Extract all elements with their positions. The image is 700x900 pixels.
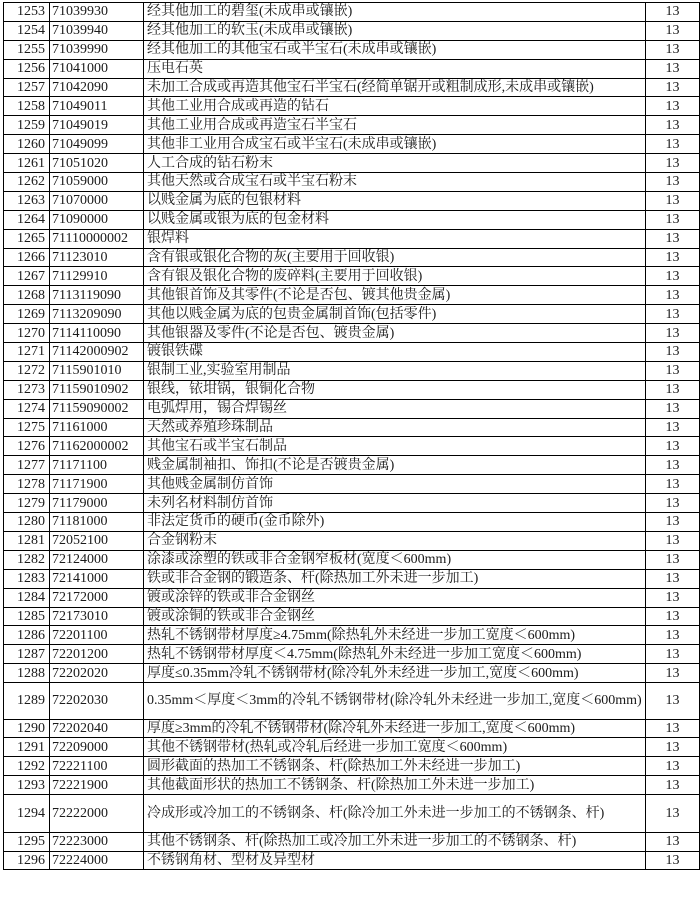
commodity-description: 银制工业,实验室用制品 bbox=[144, 361, 646, 380]
row-number: 1273 bbox=[4, 380, 50, 399]
table-row bbox=[4, 719, 700, 738]
rebate-rate: 13 bbox=[646, 851, 700, 870]
row-number: 1267 bbox=[4, 267, 50, 286]
table-row bbox=[4, 343, 700, 362]
commodity-description: 以贱金属为底的包银材料 bbox=[144, 191, 646, 210]
commodity-description: 厚度≥3mm的冷轧不锈钢带材(除冷轧外未经进一步加工,宽度＜600mm) bbox=[144, 719, 646, 738]
commodity-code: 71171900 bbox=[50, 475, 144, 494]
commodity-description: 未列名材料制仿首饰 bbox=[144, 494, 646, 513]
table-row bbox=[4, 210, 700, 229]
row-number: 1293 bbox=[4, 776, 50, 795]
commodity-code: 71129910 bbox=[50, 267, 144, 286]
table-row bbox=[4, 588, 700, 607]
rebate-rate: 13 bbox=[646, 513, 700, 532]
rebate-rate: 13 bbox=[646, 135, 700, 154]
commodity-code: 71070000 bbox=[50, 191, 144, 210]
table-row bbox=[4, 305, 700, 324]
table-row bbox=[4, 494, 700, 513]
row-number: 1272 bbox=[4, 361, 50, 380]
commodity-code: 71161000 bbox=[50, 418, 144, 437]
commodity-description: 含有银或银化合物的灰(主要用于回收银) bbox=[144, 248, 646, 267]
commodity-code: 72202040 bbox=[50, 719, 144, 738]
commodity-description: 其他银器及零件(不论是否包、镀贵金属) bbox=[144, 324, 646, 343]
commodity-code: 72202030 bbox=[50, 683, 144, 720]
commodity-code: 72221100 bbox=[50, 757, 144, 776]
commodity-code: 71162000002 bbox=[50, 437, 144, 456]
row-number: 1260 bbox=[4, 135, 50, 154]
commodity-description: 其他天然或合成宝石或半宝石粉末 bbox=[144, 173, 646, 192]
table-row bbox=[4, 645, 700, 664]
row-number: 1264 bbox=[4, 210, 50, 229]
commodity-code: 71159010902 bbox=[50, 380, 144, 399]
rebate-rate: 13 bbox=[646, 719, 700, 738]
commodity-description: 非法定货币的硬币(金币除外) bbox=[144, 513, 646, 532]
rebate-rate: 13 bbox=[646, 210, 700, 229]
table-row bbox=[4, 456, 700, 475]
row-number: 1280 bbox=[4, 513, 50, 532]
rebate-rate: 13 bbox=[646, 191, 700, 210]
row-number: 1291 bbox=[4, 738, 50, 757]
table-body bbox=[4, 3, 700, 870]
table-row bbox=[4, 380, 700, 399]
row-number: 1269 bbox=[4, 305, 50, 324]
commodity-description: 镀银铁碟 bbox=[144, 343, 646, 362]
commodity-code: 7114110090 bbox=[50, 324, 144, 343]
commodity-code: 72221900 bbox=[50, 776, 144, 795]
commodity-code: 71039930 bbox=[50, 3, 144, 22]
commodity-code: 71171100 bbox=[50, 456, 144, 475]
row-number: 1295 bbox=[4, 832, 50, 851]
rebate-rate: 13 bbox=[646, 40, 700, 59]
rebate-rate: 13 bbox=[646, 757, 700, 776]
table-row bbox=[4, 399, 700, 418]
rebate-rate: 13 bbox=[646, 456, 700, 475]
row-number: 1276 bbox=[4, 437, 50, 456]
table-row bbox=[4, 569, 700, 588]
rebate-rate: 13 bbox=[646, 59, 700, 78]
commodity-code: 71090000 bbox=[50, 210, 144, 229]
table-row bbox=[4, 21, 700, 40]
commodity-code: 71042090 bbox=[50, 78, 144, 97]
table-row bbox=[4, 664, 700, 683]
commodity-code: 72172000 bbox=[50, 588, 144, 607]
table-row bbox=[4, 78, 700, 97]
commodity-code: 7113209090 bbox=[50, 305, 144, 324]
row-number: 1284 bbox=[4, 588, 50, 607]
commodity-description: 经其他加工的其他宝石或半宝石(未成串或镶嵌) bbox=[144, 40, 646, 59]
table-row bbox=[4, 286, 700, 305]
table-row bbox=[4, 531, 700, 550]
commodity-description: 冷成形或冷加工的不锈钢条、杆(除冷加工外未进一步加工的不锈钢条、杆) bbox=[144, 795, 646, 833]
commodity-description: 铁或非合金钢的锻造条、杆(除热加工外未进一步加工) bbox=[144, 569, 646, 588]
row-number: 1262 bbox=[4, 173, 50, 192]
commodity-code: 72202020 bbox=[50, 664, 144, 683]
table-row bbox=[4, 607, 700, 626]
commodity-code: 72124000 bbox=[50, 550, 144, 569]
table-row bbox=[4, 3, 700, 22]
tariff-table bbox=[3, 2, 700, 870]
commodity-description: 其他不锈钢条、杆(除热加工或冷加工外未进一步加工的不锈钢条、杆) bbox=[144, 832, 646, 851]
table-row bbox=[4, 40, 700, 59]
row-number: 1282 bbox=[4, 550, 50, 569]
commodity-description: 0.35mm＜厚度＜3mm的冷轧不锈钢带材(除冷轧外未经进一步加工,宽度＜600mm) bbox=[144, 683, 646, 720]
table-row bbox=[4, 851, 700, 870]
table-row bbox=[4, 229, 700, 248]
row-number: 1261 bbox=[4, 154, 50, 173]
row-number: 1259 bbox=[4, 116, 50, 135]
commodity-description: 银线，铱坩锅，银铜化合物 bbox=[144, 380, 646, 399]
rebate-rate: 13 bbox=[646, 607, 700, 626]
rebate-rate: 13 bbox=[646, 229, 700, 248]
table-row bbox=[4, 795, 700, 833]
table-row bbox=[4, 683, 700, 720]
commodity-description: 其他以贱金属为底的包贵金属制首饰(包括零件) bbox=[144, 305, 646, 324]
rebate-rate: 13 bbox=[646, 399, 700, 418]
commodity-code: 71049099 bbox=[50, 135, 144, 154]
table-row bbox=[4, 513, 700, 532]
row-number: 1281 bbox=[4, 531, 50, 550]
rebate-rate: 13 bbox=[646, 664, 700, 683]
commodity-code: 71123010 bbox=[50, 248, 144, 267]
commodity-description: 贱金属制袖扣、饰扣(不论是否镀贵金属) bbox=[144, 456, 646, 475]
commodity-code: 72173010 bbox=[50, 607, 144, 626]
commodity-code: 71041000 bbox=[50, 59, 144, 78]
commodity-description: 人工合成的钻石粉末 bbox=[144, 154, 646, 173]
commodity-description: 镀或涂铜的铁或非合金钢丝 bbox=[144, 607, 646, 626]
row-number: 1285 bbox=[4, 607, 50, 626]
row-number: 1279 bbox=[4, 494, 50, 513]
commodity-code: 71159090002 bbox=[50, 399, 144, 418]
rebate-rate: 13 bbox=[646, 531, 700, 550]
commodity-code: 71179000 bbox=[50, 494, 144, 513]
row-number: 1254 bbox=[4, 21, 50, 40]
rebate-rate: 13 bbox=[646, 380, 700, 399]
commodity-code: 72201200 bbox=[50, 645, 144, 664]
rebate-rate: 13 bbox=[646, 324, 700, 343]
commodity-description: 天然或养殖珍珠制品 bbox=[144, 418, 646, 437]
row-number: 1288 bbox=[4, 664, 50, 683]
table-row bbox=[4, 191, 700, 210]
commodity-code: 72141000 bbox=[50, 569, 144, 588]
rebate-rate: 13 bbox=[646, 286, 700, 305]
rebate-rate: 13 bbox=[646, 343, 700, 362]
rebate-rate: 13 bbox=[646, 683, 700, 720]
row-number: 1274 bbox=[4, 399, 50, 418]
row-number: 1253 bbox=[4, 3, 50, 22]
row-number: 1287 bbox=[4, 645, 50, 664]
row-number: 1292 bbox=[4, 757, 50, 776]
row-number: 1256 bbox=[4, 59, 50, 78]
table-row bbox=[4, 116, 700, 135]
row-number: 1258 bbox=[4, 97, 50, 116]
commodity-code: 71110000002 bbox=[50, 229, 144, 248]
rebate-rate: 13 bbox=[646, 3, 700, 22]
commodity-description: 含有银及银化合物的废碎料(主要用于回收银) bbox=[144, 267, 646, 286]
rebate-rate: 13 bbox=[646, 97, 700, 116]
commodity-description: 其他银首饰及其零件(不论是否包、镀其他贵金属) bbox=[144, 286, 646, 305]
table-row bbox=[4, 97, 700, 116]
commodity-description: 以贱金属或银为底的包金材料 bbox=[144, 210, 646, 229]
rebate-rate: 13 bbox=[646, 832, 700, 851]
commodity-code: 71051020 bbox=[50, 154, 144, 173]
row-number: 1265 bbox=[4, 229, 50, 248]
table-row bbox=[4, 173, 700, 192]
rebate-rate: 13 bbox=[646, 645, 700, 664]
commodity-code: 72223000 bbox=[50, 832, 144, 851]
commodity-description: 其他工业用合成或再造宝石半宝石 bbox=[144, 116, 646, 135]
row-number: 1277 bbox=[4, 456, 50, 475]
rebate-rate: 13 bbox=[646, 418, 700, 437]
row-number: 1255 bbox=[4, 40, 50, 59]
table-row bbox=[4, 475, 700, 494]
row-number: 1263 bbox=[4, 191, 50, 210]
rebate-rate: 13 bbox=[646, 588, 700, 607]
commodity-code: 71049019 bbox=[50, 116, 144, 135]
rebate-rate: 13 bbox=[646, 21, 700, 40]
commodity-description: 其他宝石或半宝石制品 bbox=[144, 437, 646, 456]
commodity-code: 71039990 bbox=[50, 40, 144, 59]
commodity-code: 71049011 bbox=[50, 97, 144, 116]
commodity-code: 72201100 bbox=[50, 626, 144, 645]
commodity-description: 厚度≤0.35mm冷轧不锈钢带材(除冷轧外未经进一步加工,宽度＜600mm) bbox=[144, 664, 646, 683]
table-row bbox=[4, 550, 700, 569]
row-number: 1268 bbox=[4, 286, 50, 305]
commodity-description: 经其他加工的碧玺(未成串或镶嵌) bbox=[144, 3, 646, 22]
commodity-description: 不锈钢角材、型材及异型材 bbox=[144, 851, 646, 870]
row-number: 1283 bbox=[4, 569, 50, 588]
commodity-description: 热轧不锈钢带材厚度＜4.75mm(除热轧外未经进一步加工宽度＜600mm) bbox=[144, 645, 646, 664]
row-number: 1294 bbox=[4, 795, 50, 833]
commodity-code: 71039940 bbox=[50, 21, 144, 40]
commodity-description: 其他贱金属制仿首饰 bbox=[144, 475, 646, 494]
table-row bbox=[4, 248, 700, 267]
commodity-code: 7113119090 bbox=[50, 286, 144, 305]
table-row bbox=[4, 776, 700, 795]
table-row bbox=[4, 324, 700, 343]
commodity-description: 经其他加工的软玉(未成串或镶嵌) bbox=[144, 21, 646, 40]
rebate-rate: 13 bbox=[646, 173, 700, 192]
row-number: 1296 bbox=[4, 851, 50, 870]
commodity-description: 热轧不锈钢带材厚度≥4.75mm(除热轧外未经进一步加工宽度＜600mm) bbox=[144, 626, 646, 645]
table-row bbox=[4, 418, 700, 437]
rebate-rate: 13 bbox=[646, 626, 700, 645]
commodity-code: 7115901010 bbox=[50, 361, 144, 380]
row-number: 1271 bbox=[4, 343, 50, 362]
commodity-code: 72224000 bbox=[50, 851, 144, 870]
commodity-code: 71142000902 bbox=[50, 343, 144, 362]
row-number: 1257 bbox=[4, 78, 50, 97]
rebate-rate: 13 bbox=[646, 475, 700, 494]
table-row bbox=[4, 59, 700, 78]
commodity-code: 72052100 bbox=[50, 531, 144, 550]
rebate-rate: 13 bbox=[646, 494, 700, 513]
table-row bbox=[4, 832, 700, 851]
row-number: 1289 bbox=[4, 683, 50, 720]
row-number: 1275 bbox=[4, 418, 50, 437]
table-row bbox=[4, 738, 700, 757]
commodity-description: 其他不锈钢带材(热轧或冷轧后经进一步加工宽度＜600mm) bbox=[144, 738, 646, 757]
row-number: 1286 bbox=[4, 626, 50, 645]
commodity-description: 合金钢粉末 bbox=[144, 531, 646, 550]
rebate-rate: 13 bbox=[646, 795, 700, 833]
table-row bbox=[4, 626, 700, 645]
rebate-rate: 13 bbox=[646, 248, 700, 267]
rebate-rate: 13 bbox=[646, 550, 700, 569]
commodity-description: 圆形截面的热加工不锈钢条、杆(除热加工外未经进一步加工) bbox=[144, 757, 646, 776]
commodity-description: 电弧焊用，锡合焊锡丝 bbox=[144, 399, 646, 418]
table-row bbox=[4, 135, 700, 154]
commodity-description: 银焊料 bbox=[144, 229, 646, 248]
table-row bbox=[4, 361, 700, 380]
commodity-code: 72209000 bbox=[50, 738, 144, 757]
rebate-rate: 13 bbox=[646, 78, 700, 97]
rebate-rate: 13 bbox=[646, 154, 700, 173]
commodity-description: 未加工合成或再造其他宝石半宝石(经简单锯开或粗制成形,未成串或镶嵌) bbox=[144, 78, 646, 97]
commodity-code: 71059000 bbox=[50, 173, 144, 192]
table-row bbox=[4, 437, 700, 456]
table-row bbox=[4, 154, 700, 173]
row-number: 1290 bbox=[4, 719, 50, 738]
rebate-rate: 13 bbox=[646, 116, 700, 135]
rebate-rate: 13 bbox=[646, 776, 700, 795]
commodity-description: 其他工业用合成或再造的钻石 bbox=[144, 97, 646, 116]
rebate-rate: 13 bbox=[646, 305, 700, 324]
rebate-rate: 13 bbox=[646, 569, 700, 588]
commodity-description: 涂漆或涂塑的铁或非合金钢窄板材(宽度＜600mm) bbox=[144, 550, 646, 569]
rebate-rate: 13 bbox=[646, 437, 700, 456]
commodity-description: 压电石英 bbox=[144, 59, 646, 78]
row-number: 1270 bbox=[4, 324, 50, 343]
commodity-description: 其他非工业用合成宝石或半宝石(未成串或镶嵌) bbox=[144, 135, 646, 154]
commodity-description: 其他截面形状的热加工不锈钢条、杆(除热加工外未进一步加工) bbox=[144, 776, 646, 795]
rebate-rate: 13 bbox=[646, 361, 700, 380]
row-number: 1266 bbox=[4, 248, 50, 267]
commodity-code: 71181000 bbox=[50, 513, 144, 532]
table-row bbox=[4, 267, 700, 286]
row-number: 1278 bbox=[4, 475, 50, 494]
commodity-code: 72222000 bbox=[50, 795, 144, 833]
table-row bbox=[4, 757, 700, 776]
rebate-rate: 13 bbox=[646, 267, 700, 286]
commodity-description: 镀或涂锌的铁或非合金钢丝 bbox=[144, 588, 646, 607]
rebate-rate: 13 bbox=[646, 738, 700, 757]
